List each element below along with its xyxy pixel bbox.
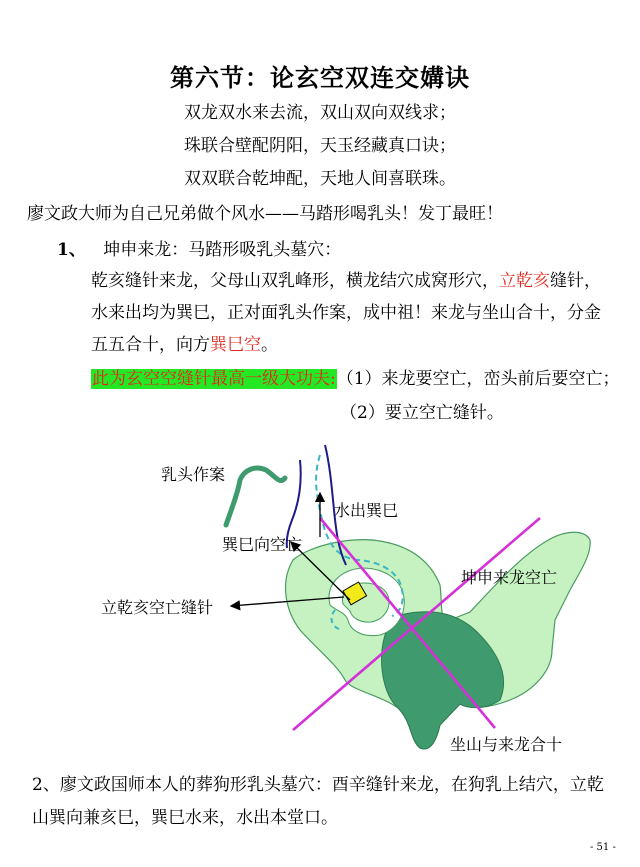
verse-line-1: 双龙双水来去流，双山双向双线求； [184, 103, 456, 123]
point-2: （2）要立空亡缝针。 [340, 403, 504, 423]
label-water-out: 水出巽巳 [334, 501, 399, 520]
item1-line-3 [91, 330, 278, 355]
item1-line3-text: 五五合十，向方 [91, 335, 210, 355]
label-kunshen: 坤申来龙空亡 [461, 568, 558, 587]
highlight-text: 此为玄空空缝针最高一级大功夫: [92, 369, 336, 389]
item1-line-1 [91, 266, 601, 291]
label-qianhai: 立乾亥空亡缝针 [101, 598, 214, 617]
item2-line-2: 山巽向兼亥巳，巽巳水来，水出本堂口。 [32, 808, 338, 828]
item1-line3-tail: 。 [261, 335, 278, 355]
point-1: （1）来龙要空亡，峦头前后要空亡； [336, 369, 620, 389]
item1-line-2: 水来出均为巽巳，正对面乳头作案，成中祖！来龙与坐山合十，分金 [91, 303, 601, 323]
page-number: - 51 - [590, 842, 616, 853]
item1-line1-text: 乾亥缝针来龙，父母山双乳峰形，横龙结穴成窝形穴， [91, 271, 499, 291]
intro-paragraph: 廖文政大师为自己兄弟做个风水——马踏形喝乳头！发丁最旺！ [27, 204, 503, 224]
fengshui-diagram [0, 430, 640, 760]
item1-heading: 坤申来龙：马踏形吸乳头墓穴： [103, 240, 342, 260]
label-sit: 坐山与来龙合十 [450, 735, 563, 754]
verse-line-2: 珠联合壁配阴阳，天玉经藏真口诀； [184, 136, 456, 156]
label-facing: 巽巳向空亡 [222, 535, 303, 554]
item2-line-1: 2、廖文政国师本人的葬狗形乳头墓穴：酉辛缝针来龙，在狗乳上结穴，立乾 [32, 775, 604, 795]
item1-line3-red: 巽巳空 [210, 335, 261, 355]
item1-line1-red: 立乾亥 [499, 271, 550, 291]
page-title: 第六节：论玄空双连交媾诀 [170, 63, 470, 92]
item1-line-4 [91, 364, 620, 389]
nipple-table-curve [226, 468, 285, 525]
item1-heading-line [57, 235, 341, 260]
label-nipple-table: 乳头作案 [161, 465, 226, 484]
verse-line-3: 双双联合乾坤配，天地人间喜联珠。 [184, 169, 456, 189]
item1-number: 1、 [57, 240, 86, 260]
item1-line1-tail: 缝针， [550, 271, 601, 291]
